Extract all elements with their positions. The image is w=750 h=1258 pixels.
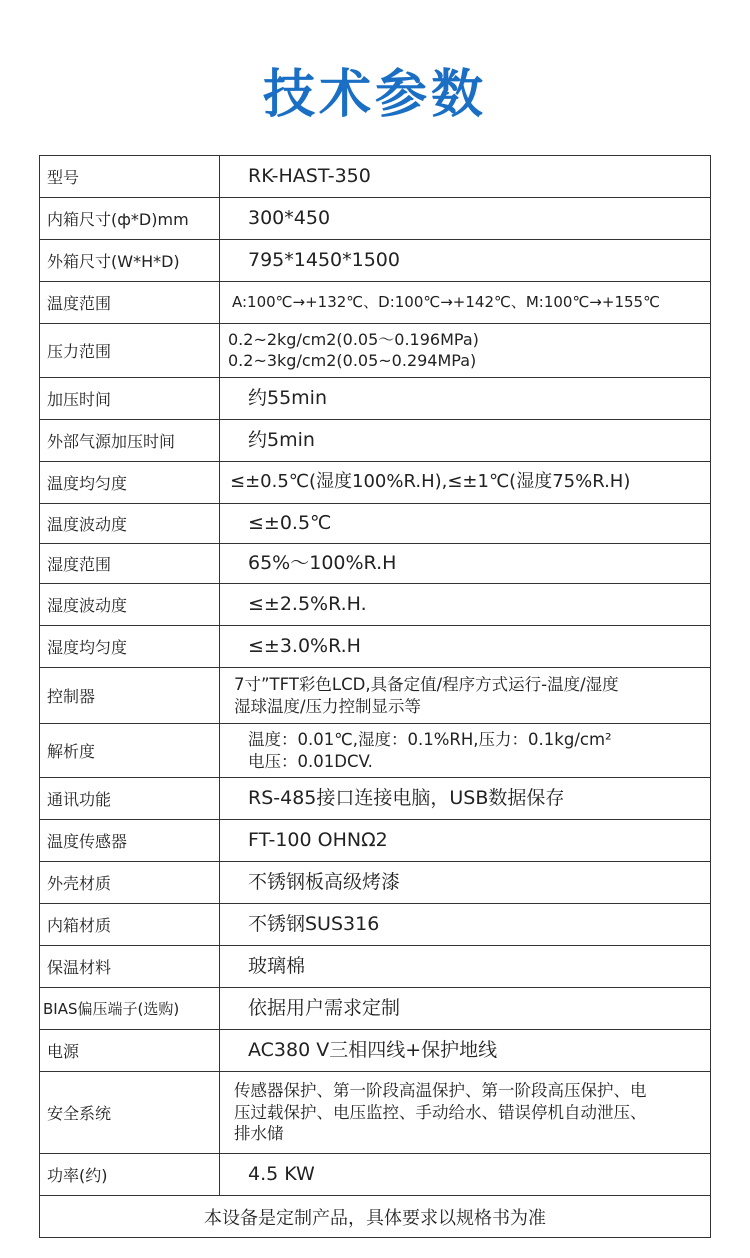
row-value: 约55min	[220, 378, 711, 420]
row-value: 依据用户需求定制	[220, 988, 711, 1030]
row-value: RK-HAST-350	[220, 156, 711, 198]
row-value: 795*1450*1500	[220, 240, 711, 282]
row-value: A:100℃→+132℃、D:100℃→+142℃、M:100℃→+155℃	[220, 282, 711, 324]
row-value: 不锈钢板高级烤漆	[220, 862, 711, 904]
table-row	[40, 462, 711, 504]
table-row	[40, 724, 711, 778]
row-label: 电源	[40, 1030, 220, 1072]
row-value: 300*450	[220, 198, 711, 240]
row-value: 65%～100%R.H	[220, 544, 711, 584]
row-value: AC380 V三相四线+保护地线	[220, 1030, 711, 1072]
table-row	[40, 240, 711, 282]
row-label: 功率(约)	[40, 1154, 220, 1196]
row-value	[220, 324, 711, 378]
row-label: 解析度	[40, 724, 220, 778]
row-value: 约5min	[220, 420, 711, 462]
row-label: 内箱尺寸(ф*D)mm	[40, 198, 220, 240]
row-value	[220, 668, 711, 724]
value-line: 排水储	[234, 1124, 284, 1144]
table-row	[40, 282, 711, 324]
table-footer: 本设备是定制产品，具体要求以规格书为准	[40, 1196, 711, 1238]
table-row	[40, 1196, 711, 1238]
row-value	[220, 1072, 711, 1154]
table-row	[40, 862, 711, 904]
table-row	[40, 544, 711, 584]
row-value: ≤±0.5℃	[220, 504, 711, 544]
row-label: 湿度波动度	[40, 584, 220, 626]
row-value: 4.5 KW	[220, 1154, 711, 1196]
row-label: 安全系统	[40, 1072, 220, 1154]
row-label: 外壳材质	[40, 862, 220, 904]
table-row	[40, 324, 711, 378]
row-value	[220, 724, 711, 778]
table-row	[40, 378, 711, 420]
table-row	[40, 820, 711, 862]
row-label: 通讯功能	[40, 778, 220, 820]
table-row	[40, 946, 711, 988]
table-row	[40, 778, 711, 820]
table-row	[40, 198, 711, 240]
row-label: 保温材料	[40, 946, 220, 988]
row-value: 玻璃棉	[220, 946, 711, 988]
value-line: 湿球温度/压力控制显示等	[234, 696, 422, 716]
table-row	[40, 1030, 711, 1072]
value-line: 压过载保护、电压监控、手动给水、错误停机自动泄压、	[234, 1102, 647, 1122]
value-line: 电压：0.01DCV.	[248, 751, 373, 771]
value-line: 温度：0.01℃,湿度：0.1%RH,压力：0.1kg/cm²	[248, 730, 612, 750]
row-label: 温度传感器	[40, 820, 220, 862]
row-label: 温度波动度	[40, 504, 220, 544]
table-row	[40, 626, 711, 668]
row-value: ≤±3.0%R.H	[220, 626, 711, 668]
table-row	[40, 504, 711, 544]
row-value: FT-100 OHNΩ2	[220, 820, 711, 862]
row-label: 外箱尺寸(W*H*D)	[40, 240, 220, 282]
row-value: ≤±0.5℃(湿度100%R.H),≤±1℃(湿度75%R.H)	[220, 462, 711, 504]
value-line: 7寸”TFT彩色LCD,具备定值/程序方式运行-温度/湿度	[234, 675, 619, 695]
table-row	[40, 1072, 711, 1154]
row-value: RS-485接口连接电脑，USB数据保存	[220, 778, 711, 820]
table-row	[40, 584, 711, 626]
table-row	[40, 420, 711, 462]
row-label: 温度均匀度	[40, 462, 220, 504]
row-label: BIAS偏压端子(选购)	[40, 988, 220, 1030]
row-label: 外部气源加压时间	[40, 420, 220, 462]
table-row	[40, 988, 711, 1030]
row-label: 控制器	[40, 668, 220, 724]
row-label: 内箱材质	[40, 904, 220, 946]
row-label: 温度范围	[40, 282, 220, 324]
table-row	[40, 156, 711, 198]
table-row	[40, 904, 711, 946]
table-row	[40, 668, 711, 724]
row-value: 不锈钢SUS316	[220, 904, 711, 946]
row-label: 压力范围	[40, 324, 220, 378]
row-label: 加压时间	[40, 378, 220, 420]
row-label: 型号	[40, 156, 220, 198]
spec-table	[39, 155, 711, 1238]
page-title: 技术参数	[262, 65, 487, 125]
row-label: 湿度均匀度	[40, 626, 220, 668]
row-label: 湿度范围	[40, 544, 220, 584]
row-value: ≤±2.5%R.H.	[220, 584, 711, 626]
value-line: 传感器保护、第一阶段高温保护、第一阶段高压保护、电	[234, 1081, 647, 1101]
value-line: 0.2~2kg/cm2(0.05～0.196MPa)	[228, 329, 479, 349]
table-row	[40, 1154, 711, 1196]
value-line: 0.2~3kg/cm2(0.05~0.294MPa)	[228, 350, 477, 370]
